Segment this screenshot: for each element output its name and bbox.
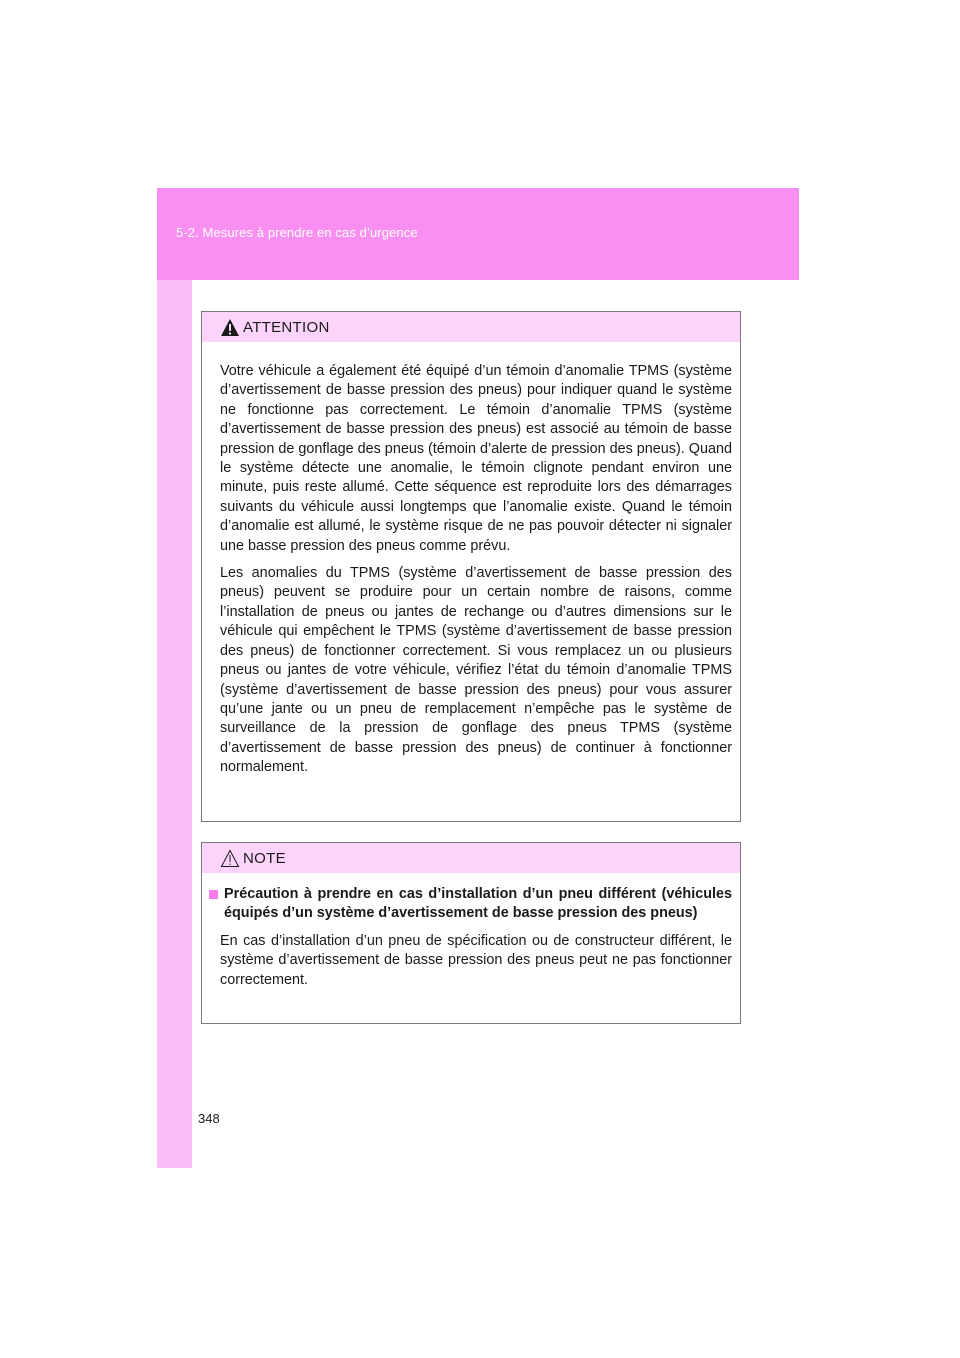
note-title: NOTE [243,850,286,867]
note-item-text: En cas d’installation d’un pneu de spécification ou de constructeur différent, le système d’avertissement de basse pression des pneus peut ne pas fonctionner correctement. [220,932,732,988]
note-box [201,842,741,1024]
section-title: 5-2. Mesures à prendre en cas d’urgence [176,225,418,240]
note-item-title: Précaution à prendre en cas d’installation d’un pneu différent (véhicules équipés d’un système d’avertissement de basse pression des pneus) [224,886,732,922]
attention-paragraph-1: Votre véhicule a également été équipé d’un témoin d’anomalie TPMS (système d’avertissement de basse pression des pneus) pour indiquer quand le système ne fonctionne pas correctement. Le témoin d’anomalie TPMS (système d’avertissement de basse pression des pneus) est associé au témoin de basse pression de gonflage des pneus (témoin d’alerte de pression des pneus). Quand le système détecte une anomalie, le témoin clignote pendant environ une minute, puis reste allumé. Cette séquence est reproduite lors des démarrages suivants du véhicule aussi longtemps que l’anomalie existe. Quand le témoin d’anomalie est allumé, le système risque de ne pas pouvoir détecter ni signaler une basse pression des pneus comme prévu. [220,363,732,554]
side-strip [157,188,192,1168]
warning-outline-icon [220,849,240,868]
attention-title: ATTENTION [243,319,330,336]
note-header [202,843,740,873]
attention-paragraph-2: Les anomalies du TPMS (système d’avertissement de basse pression des pneus) peuvent se produire pour un certain nombre de raisons, comme l’installation de pneus ou jantes de rechange ou d’autres dimensions sur le véhicule qui empêchent le TPMS (système d’avertissement de basse pression des pneus) de fonctionner correctement. Si vous remplacez un ou plusieurs pneus ou jantes de votre véhicule, vérifiez l’état du témoin d’anomalie TPMS (système d’avertissement de basse pression des pneus) pour vous assurer qu’une jante ou un pneu de remplacement n’empêche pas le système de surveillance de la pression de gonflage des pneus TPMS (système d’avertissement de basse pression des pneus) de continuer à fonctionner normalement. [220,565,732,776]
attention-header [202,312,740,342]
note-item [209,885,732,924]
page-number: 348 [198,1111,220,1126]
note-body [202,873,740,990]
attention-body [202,342,740,778]
bullet-square-icon [209,890,218,899]
attention-box [201,311,741,822]
warning-icon [220,318,240,337]
